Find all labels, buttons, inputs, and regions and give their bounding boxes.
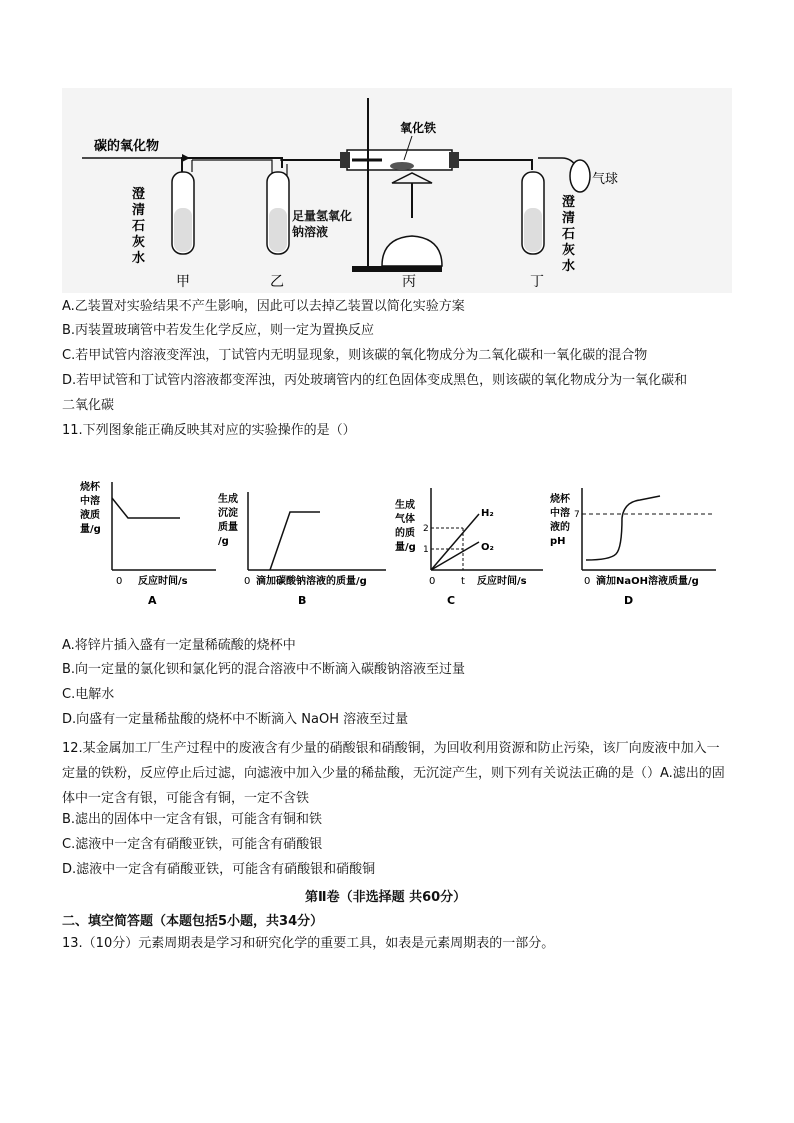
graph-c-ytick-2: 2 <box>423 524 429 534</box>
left-label-line: 灰 <box>132 235 146 250</box>
graph-b-ylabel-3: 质量 <box>218 522 238 533</box>
graph-a <box>80 478 220 610</box>
q10-option-a: A.乙装置对实验结果不产生影响，因此可以去掉乙装置以简化实验方案 <box>62 299 465 314</box>
q10-option-b: B.丙装置玻璃管中若发生化学反应，则一定为置换反应 <box>62 323 375 338</box>
q11-option-b: B.向一定量的氯化钡和氯化钙的混合溶液中不断滴入碳酸钠溶液至过量 <box>62 662 466 677</box>
graph-c-xlabel: 反应时间/s <box>477 576 527 587</box>
graph-b-origin: 0 <box>244 576 251 587</box>
left-label-line: 石 <box>132 219 146 234</box>
graph-a-ylabel <box>80 480 103 535</box>
name-yi: 乙 <box>270 274 284 290</box>
graph-b-ylabel-4: /g <box>218 536 229 547</box>
graph-b-ylabel <box>218 492 241 547</box>
graph-c-ytick-1: 1 <box>423 545 429 555</box>
q10-option-c: C.若甲试管内溶液变浑浊，丁试管内无明显现象，则该碳的氧化物成分为二氧化碳和一氧化碳的混合物 <box>62 348 648 363</box>
graph-b-xlabel: 滴加碳酸钠溶液的质量/g <box>256 576 367 587</box>
graph-c-origin: 0 <box>429 576 436 587</box>
graph-a-xlabel: 反应时间/s <box>138 576 188 587</box>
q10-option-d: D.若甲试管和丁试管内溶液都变浑浊，丙处玻璃管内的红色固体变成黑色，则该碳的氧化物成分为一氧化碳和 <box>62 373 688 388</box>
q12-stem: 12.某金属加工厂生产过程中的废液含有少量的硝酸银和硝酸铜，为回收利用资源和防止污染，该厂向废液中加入一定量的铁粉，反应停止后过滤，向滤液中加入少量的稀盐酸，无沉淀产生，则下列有关说法正确的是（）A.滤出的固体中一定含有银，可能含有铜，一定不含铁 <box>62 741 725 806</box>
stopper-right <box>449 152 459 168</box>
q11-stem: 11.下列图象能正确反映其对应的实验操作的是（） <box>62 423 356 438</box>
graph-a-ylabel-1: 烧杯 <box>80 482 100 493</box>
part2-title: 第Ⅱ卷（非选择题 共60分） <box>305 890 467 905</box>
graph-a-curve <box>112 498 180 518</box>
name-bing: 丙 <box>402 274 416 290</box>
graph-c <box>395 478 547 610</box>
graph-b-ylabel-1: 生成 <box>218 494 238 505</box>
oxide-label: 氧化铁 <box>400 121 437 135</box>
graph-d-ylabel <box>550 492 573 547</box>
right-label-line: 灰 <box>562 243 576 258</box>
balloon-label: 气球 <box>592 172 619 187</box>
mid-tube-label: 足量氢氧化钠溶液 <box>292 209 353 239</box>
q11-option-c: C.电解水 <box>62 687 115 702</box>
graph-c-ylabel-3: 的质 <box>395 528 415 539</box>
graph-a-letter: A <box>148 594 157 607</box>
left-label-line: 澄 <box>132 187 146 202</box>
right-label-line: 澄 <box>562 195 576 210</box>
q12-option-d: D.滤液中一定含有硝酸亚铁，可能含有硝酸银和硝酸铜 <box>62 862 376 877</box>
iron-oxide <box>390 162 414 170</box>
graph-b-ylabel-2: 沉淀 <box>218 508 238 519</box>
mid-tube-label-box <box>292 208 372 248</box>
left-label-line: 清 <box>132 203 146 218</box>
q12-option-c: C.滤液中一定含有硝酸亚铁，可能含有硝酸银 <box>62 837 323 852</box>
q11-option-d: D.向盛有一定量稀盐酸的烧杯中不断滴入 NaOH 溶液至过量 <box>62 712 409 727</box>
graph-a-ylabel-4: 量/g <box>80 524 101 535</box>
name-jia: 甲 <box>176 274 190 290</box>
right-label-line: 清 <box>562 211 576 226</box>
apparatus-diagram <box>62 88 732 293</box>
graph-c-h2-label: H₂ <box>481 508 494 519</box>
graph-c-ylabel <box>395 498 418 553</box>
q12-option-b: B.滤出的固体中一定含有银，可能含有铜和铁 <box>62 812 323 827</box>
graph-c-ylabel-2: 气体 <box>395 514 415 525</box>
graph-d-letter: D <box>624 594 634 607</box>
graph-c-xtick: t <box>461 576 465 587</box>
graph-d-xlabel: 滴加NaOH溶液质量/g <box>596 576 699 587</box>
stopper-left <box>340 152 350 168</box>
graph-c-o2-line <box>431 542 479 570</box>
q10-option-d-cont: 二氧化碳 <box>62 398 115 413</box>
balloon <box>570 160 590 192</box>
graph-d-ylabel-2: 中溶 <box>550 508 570 519</box>
graph-d-ylabel-3: 液的 <box>550 522 570 533</box>
graph-c-ylabel-1: 生成 <box>395 500 415 511</box>
q13-stem: 13.（10分）元素周期表是学习和研究化学的重要工具，如表是元素周期表的一部分。 <box>62 936 555 951</box>
graph-a-ylabel-2: 中溶 <box>80 496 100 507</box>
stand-base <box>352 266 442 272</box>
graph-a-origin: 0 <box>116 576 123 587</box>
q11-option-a: A.将锌片插入盛有一定量稀硫酸的烧杯中 <box>62 638 296 653</box>
graph-b-curve <box>270 512 320 570</box>
graph-d-curve <box>586 496 660 560</box>
name-ding: 丁 <box>530 274 544 290</box>
graph-d-origin: 0 <box>584 576 591 587</box>
graph-b <box>218 478 390 610</box>
liquid-jia <box>174 208 192 252</box>
graph-b-letter: B <box>298 594 307 607</box>
right-label-line: 石 <box>562 227 576 242</box>
graph-c-ylabel-4: 量/g <box>395 542 416 553</box>
liquid-yi <box>269 208 287 252</box>
graph-d <box>550 478 720 610</box>
graph-c-h2-line <box>431 514 479 570</box>
liquid-ding <box>524 208 542 252</box>
graph-c-letter: C <box>447 594 456 607</box>
right-label-line: 水 <box>562 259 576 274</box>
graph-d-ytick-7: 7 <box>574 510 580 520</box>
graph-a-ylabel-3: 液质 <box>80 510 100 521</box>
graph-c-o2-label: O₂ <box>481 542 494 553</box>
section2-title: 二、填空简答题（本题包括5小题，共34分） <box>62 914 324 929</box>
graph-d-ylabel-4: pH <box>550 536 566 547</box>
graph-d-ylabel-1: 烧杯 <box>550 494 570 505</box>
left-label-line: 水 <box>132 251 146 266</box>
gas-label: 碳的氧化物 <box>94 139 160 154</box>
